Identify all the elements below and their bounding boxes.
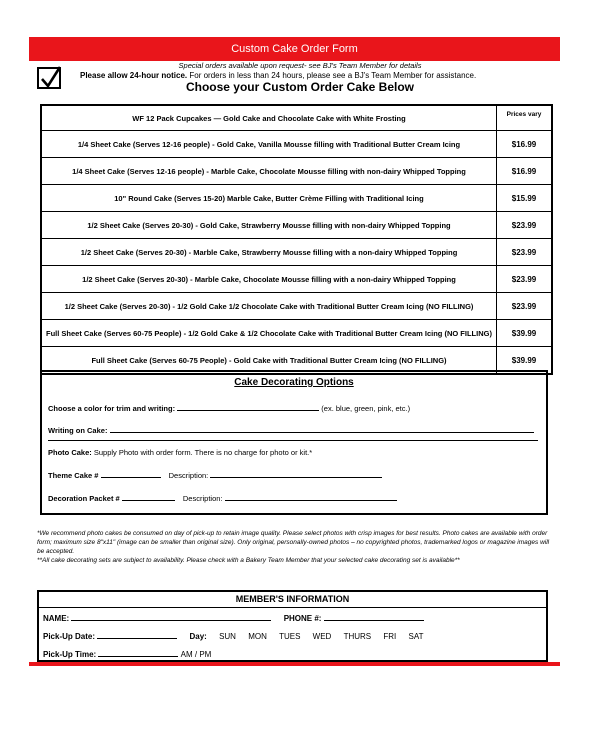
pickup-time-row: [43, 648, 211, 659]
cake-description: Full Sheet Cake (Serves 60-75 People) - Gold Cake with Traditional Butter Cream Icing (NO FILLING): [41, 347, 497, 375]
trim-color-row: [48, 402, 410, 413]
theme-description-label: Description:: [168, 471, 209, 480]
cake-description: 1/2 Sheet Cake (Serves 20-30) - 1/2 Gold Cake 1/2 Chocolate Cake with Traditional Butter Cream Icing (NO FILLING): [41, 293, 497, 320]
cake-menu-table: [40, 104, 553, 375]
footnotes: [37, 529, 557, 565]
writing-field-line-2[interactable]: [48, 432, 538, 441]
section-heading: Choose your Custom Order Cake Below: [185, 80, 415, 94]
phone-label: PHONE #:: [283, 614, 322, 623]
cake-price: $23.99: [497, 212, 553, 239]
day-option[interactable]: TUES: [279, 632, 301, 641]
theme-row: [48, 469, 382, 480]
pickup-date-row: [43, 630, 423, 641]
cake-price: $39.99: [497, 320, 553, 347]
notice-line: [80, 71, 476, 80]
cake-description: WF 12 Pack Cupcakes — Gold Cake and Chocolate Cake with White Frosting: [41, 105, 497, 131]
decorating-options-box: [40, 370, 548, 515]
table-row[interactable]: [41, 320, 552, 347]
table-row[interactable]: [41, 293, 552, 320]
cake-description: Full Sheet Cake (Serves 60-75 People) - 1/2 Gold Cake & 1/2 Chocolate Cake with Traditional Butter Cream Icing (NO FILLING): [41, 320, 497, 347]
name-label: NAME:: [43, 614, 70, 623]
table-row[interactable]: [41, 158, 552, 185]
pickup-date-label: Pick-Up Date:: [43, 632, 96, 641]
theme-description-field[interactable]: [210, 469, 382, 478]
day-option[interactable]: WED: [312, 632, 332, 641]
pickup-date-field[interactable]: [97, 630, 177, 639]
member-info-title: MEMBER'S INFORMATION: [39, 592, 546, 608]
cake-description: 1/2 Sheet Cake (Serves 20-30) - Gold Cake, Strawberry Mousse filling with non-dairy Whipped Topping: [41, 212, 497, 239]
form-title: Custom Cake Order Form: [231, 43, 358, 55]
member-info-box: [37, 590, 548, 662]
day-option[interactable]: SUN: [219, 632, 236, 641]
cake-price: $23.99: [497, 293, 553, 320]
day-option[interactable]: FRI: [383, 632, 397, 641]
photo-label: Photo Cake:: [48, 448, 92, 457]
notice-bold: Please allow 24-hour notice.: [80, 71, 188, 80]
cake-price: $16.99: [497, 158, 553, 185]
pickup-time-label: Pick-Up Time:: [43, 650, 97, 659]
packet-label: Decoration Packet #: [48, 494, 120, 503]
packet-description-field[interactable]: [225, 492, 397, 501]
theme-label: Theme Cake #: [48, 471, 99, 480]
day-option[interactable]: MON: [248, 632, 267, 641]
photo-row: [48, 448, 312, 457]
cake-description: 1/4 Sheet Cake (Serves 12-16 people) - Gold Cake, Vanilla Mousse filling with Traditional Butter Cream Icing: [41, 131, 497, 158]
cake-description: 10" Round Cake (Serves 15-20) Marble Cake, Butter Crème Filling with Traditional Icing: [41, 185, 497, 212]
form-title-bar: [29, 37, 560, 61]
special-order-note: Special orders available upon request- see BJ's Team Member for details: [178, 61, 422, 70]
trim-color-label: Choose a color for trim and writing:: [48, 404, 176, 413]
pickup-time-field[interactable]: [98, 648, 178, 657]
packet-number-field[interactable]: [122, 492, 175, 501]
table-row[interactable]: [41, 212, 552, 239]
ampm-label[interactable]: AM / PM: [180, 650, 212, 659]
table-row[interactable]: [41, 105, 552, 131]
photo-text: Supply Photo with order form. There is no charge for photo or kit.*: [93, 448, 313, 457]
packet-row: [48, 492, 397, 503]
cake-price: $39.99: [497, 347, 553, 375]
decorating-title: Cake Decorating Options: [234, 377, 354, 388]
cake-description: 1/2 Sheet Cake (Serves 20-30) - Marble Cake, Chocolate Mousse filling with a non-dairy Whipped Topping: [41, 266, 497, 293]
trim-color-field[interactable]: [177, 402, 319, 411]
table-row[interactable]: [41, 266, 552, 293]
day-option[interactable]: SAT: [408, 632, 424, 641]
name-field[interactable]: [71, 612, 271, 621]
cake-price: $23.99: [497, 239, 553, 266]
bottom-red-bar: [29, 662, 560, 666]
cake-description: 1/4 Sheet Cake (Serves 12-16 people) - Marble Cake, Chocolate Mousse filling with non-dairy Whipped Topping: [41, 158, 497, 185]
table-row[interactable]: [41, 239, 552, 266]
day-label: Day:: [189, 632, 207, 641]
table-row[interactable]: [41, 131, 552, 158]
cake-price: $16.99: [497, 131, 553, 158]
cake-description: 1/2 Sheet Cake (Serves 20-30) - Marble Cake, Strawberry Mousse filling with a non-dairy Whipped Topping: [41, 239, 497, 266]
cake-price: $23.99: [497, 266, 553, 293]
trim-color-hint: (ex. blue, green, pink, etc.): [321, 404, 411, 413]
notice-rest: For orders in less than 24 hours, please see a BJ's Team Member for assistance.: [187, 71, 477, 80]
photo-footnote: *We recommend photo cakes be consumed on day of pick-up to retain image quality. Please select photos with crisp images for best results. Photo cakes are available with order form; maximum size 8"x11" (image can be smaller than original size). Only original, personally-owned photos – no copyrighted photos, trademarked logos or magazine images will be accepted.: [37, 530, 550, 555]
table-row[interactable]: [41, 185, 552, 212]
cake-price: $15.99: [497, 185, 553, 212]
packet-description-label: Description:: [182, 494, 223, 503]
writing-label: Writing on Cake:: [48, 426, 108, 435]
phone-field[interactable]: [324, 612, 424, 621]
name-row: [43, 612, 424, 623]
day-option[interactable]: THURS: [343, 632, 372, 641]
cake-price: Prices vary: [497, 105, 553, 131]
theme-number-field[interactable]: [101, 469, 161, 478]
decorating-footnote: **All cake decorating sets are subject to availability. Please check with a Bakery Team Member that your selected cake decorating set is available**: [37, 557, 460, 564]
